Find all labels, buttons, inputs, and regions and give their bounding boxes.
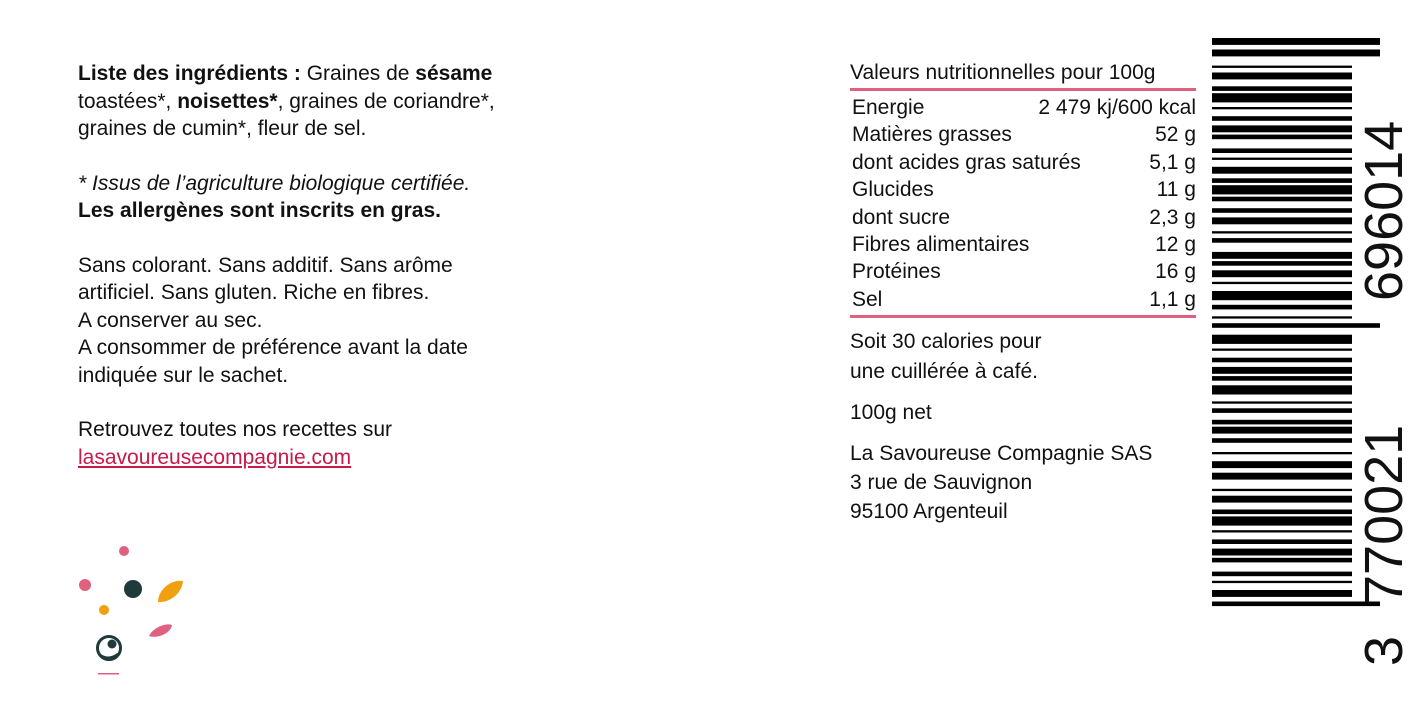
barcode [1208,36,1408,676]
barcode-bar [1212,66,1352,68]
ingredients-text: toastées*, [78,89,178,113]
barcode-graphic [1208,36,1408,676]
ingredients-text: , graines de coriandre*, [277,89,495,113]
barcode-bar [1212,125,1352,132]
nutrient-label: dont sucre [852,205,951,229]
allergen-hazelnuts: noisettes* [177,89,278,113]
barcode-bar [1212,231,1352,233]
barcode-bar [1212,116,1352,121]
barcode-bar [1212,270,1352,277]
nutrient-value: 12 g [1155,233,1196,257]
barcode-bar [1212,38,1380,45]
calorie-note-line-1: Soit 30 calories pour [850,330,1042,354]
barcode-bar [1212,291,1352,300]
nutrition-row [850,204,1196,231]
ingredients-line-3: graines de cumin*, fleur de sel. [78,117,367,140]
ingredients-line-2 [78,88,638,116]
barcode-bar [1212,572,1352,577]
barcode-bar [1212,86,1352,91]
barcode-bar [1212,358,1352,363]
barcode-bar [1212,148,1352,153]
barcode-bar [1212,208,1352,213]
barcode-bar [1212,581,1352,583]
barcode-bar [1212,385,1352,394]
best-before-note: A consommer de préférence avant la date [78,336,468,359]
nutrient-label: Matières grasses [852,123,1012,147]
barcode-bar [1212,349,1352,351]
nutrition-row [850,94,1196,121]
barcode-bar [1212,590,1352,597]
barcode-bar [1212,217,1352,224]
barcode-digit-first: 3 [1354,635,1408,666]
barcode-bar [1212,178,1352,183]
company-address [850,439,1196,526]
recipes-text: Retrouvez toutes nos recettes sur [78,418,392,441]
net-weight: 100g net [850,401,932,425]
logo-seed-pink [149,624,172,636]
barcode-bar [1212,73,1352,80]
ingredients-line-1 [78,60,638,88]
nutrient-value: 11 g [1156,178,1196,202]
nutrition-row [850,149,1196,176]
nutrient-label: Fibres alimentaires [852,233,1030,257]
barcode-bar [1212,282,1352,284]
barcode-bar [1212,376,1352,381]
product-info [78,60,638,471]
barcode-bar [1212,510,1352,515]
barcode-bar [1212,438,1352,443]
calorie-note-line-2: une cuillérée à café. [850,360,1038,384]
nutrition-title: Valeurs nutritionnelles pour 100g [850,59,1196,91]
nutrient-label: Glucides [852,178,934,202]
nutrition-row [850,258,1196,285]
barcode-bar [1212,549,1352,556]
company-city: 95100 Argenteuil [850,500,1008,524]
logo-dot-pink [79,579,91,591]
barcode-bar [1212,50,1380,57]
nutrition-panel [850,59,1196,526]
barcode-bar [1212,530,1352,532]
best-before-note-2: indiquée sur le sachet. [78,363,289,387]
barcode-bar [1212,420,1352,425]
ingredients-label: Liste des ingrédients : [78,62,301,85]
barcode-bar [1212,135,1352,140]
nutrient-label: Protéines [852,260,941,284]
barcode-bar [1212,335,1352,344]
nutrition-row [850,231,1196,258]
barcode-bar [1212,539,1352,544]
barcode-bar [1212,452,1352,454]
logo-dot-orange [99,605,109,615]
barcode-bar [1212,252,1352,259]
nutrition-table [850,91,1196,318]
nutrient-value: 2 479 kj/600 kcal [1038,96,1196,119]
nutrition-row [850,286,1196,313]
barcode-bar [1212,316,1352,318]
barcode-bar [1212,401,1352,403]
logo-leaf-orange [158,581,183,602]
nutrient-value: 1,1 g [1149,287,1196,311]
nutrient-value: 52 g [1155,123,1196,147]
logo-dot-dark [124,580,142,598]
website-link[interactable]: lasavoureusecompagnie.com [78,445,352,469]
allergen-sesame: sésame [415,62,493,85]
brand-logo [70,535,200,685]
barcode-bar [1212,461,1352,468]
barcode-bar [1212,496,1352,503]
barcode-bar [1212,158,1352,160]
logo-dot-pink-small [119,546,129,556]
barcode-bar [1212,408,1352,413]
barcode-bar [1212,427,1352,434]
nutrient-value: 2,3 g [1149,205,1196,229]
barcode-bar [1212,238,1352,243]
company-street: 3 rue de Sauvignon [850,471,1033,495]
barcode-bar [1212,167,1352,174]
barcode-bar [1212,558,1352,563]
company-name: La Savoureuse Compagnie SAS [850,442,1153,466]
barcode-bar [1212,473,1352,480]
calorie-note [850,327,1196,387]
claims-line-1: Sans colorant. Sans additif. Sans arôme [78,253,453,277]
storage-note: A conserver au sec. [78,308,263,332]
barcode-bar [1212,185,1352,194]
nutrient-label: dont acides gras saturés [852,150,1081,174]
barcode-bar [1212,305,1352,310]
nutrient-label: Energie [852,96,925,119]
barcode-bar [1212,516,1352,525]
logo-eye-pupil [108,640,117,649]
barcode-bar [1212,489,1352,491]
nutrient-value: 16 g [1155,260,1196,284]
barcode-bar [1212,367,1352,374]
logo-underline [98,673,119,675]
ingredients-text: Graines de [300,62,416,85]
barcode-bar [1212,323,1380,328]
barcode-bar [1212,107,1352,109]
organic-note: * Issus de l’agriculture biologique certifiée. [78,171,471,195]
claims-line-2: artificiel. Sans gluten. Riche en fibres. [78,281,430,304]
nutrient-label: Sel [852,287,883,311]
allergen-note: Les allergènes sont inscrits en gras. [78,199,441,222]
nutrition-row [850,121,1196,148]
barcode-bar [1212,261,1352,266]
barcode-bar [1212,93,1352,102]
barcode-digits-group-1: 770021 [1354,424,1408,605]
barcode-digits-group-2: 696014 [1354,120,1408,301]
nutrient-value: 5,1 g [1149,150,1196,174]
barcode-bar [1212,197,1352,202]
nutrition-row [850,176,1196,203]
